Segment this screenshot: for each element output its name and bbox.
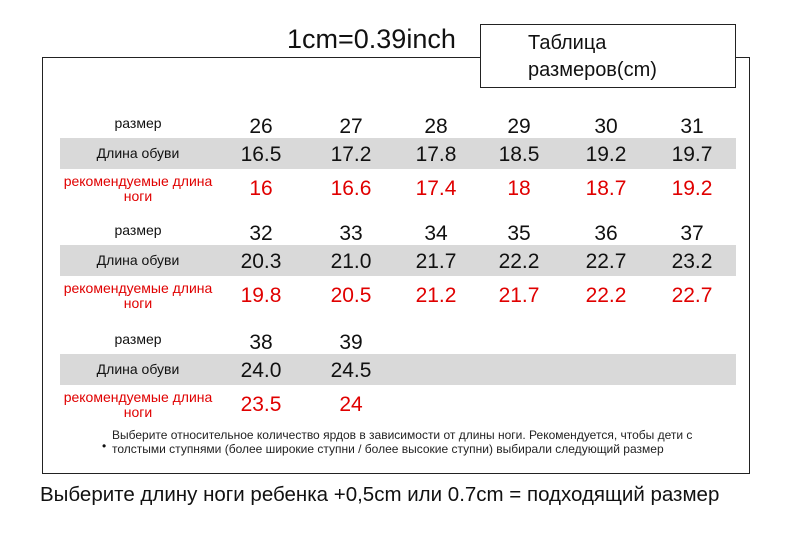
shoe-length-value: 18.5	[498, 143, 540, 166]
foot-length-label: рекомендуемые длина ноги	[63, 280, 213, 311]
table-title: Таблица размеров(cm)	[480, 24, 736, 88]
size-value: 28	[424, 115, 448, 138]
shoe-length-value: 22.7	[585, 250, 627, 273]
shoe-length-value: 24.5	[330, 359, 372, 382]
foot-length-value: 16.6	[330, 177, 372, 200]
foot-length-value: 23.5	[240, 393, 282, 416]
foot-length-value: 20.5	[330, 284, 372, 307]
size-value: 37	[680, 222, 704, 245]
shoe-length-label: Длина обуви	[96, 252, 180, 268]
size-value: 29	[507, 115, 531, 138]
shoe-length-label: Длина обуви	[96, 361, 180, 377]
size-value: 34	[424, 222, 448, 245]
shoe-length-value: 19.7	[671, 143, 713, 166]
foot-length-value: 16	[249, 177, 273, 200]
note-bullet: •	[102, 439, 107, 453]
conversion-label: 1cm=0.39inch	[287, 24, 456, 54]
foot-length-value: 19.2	[671, 177, 713, 200]
size-row-label: размер	[114, 222, 162, 238]
size-value: 27	[339, 115, 363, 138]
foot-length-value: 18	[507, 177, 531, 200]
shoe-length-value: 16.5	[240, 143, 282, 166]
shoe-length-value: 17.8	[415, 143, 457, 166]
foot-length-value: 17.4	[415, 177, 457, 200]
foot-length-value: 18.7	[585, 177, 627, 200]
foot-length-value: 19.8	[240, 284, 282, 307]
size-row-label: размер	[114, 115, 162, 131]
foot-length-value: 22.7	[671, 284, 713, 307]
shoe-length-value: 19.2	[585, 143, 627, 166]
foot-length-label: рекомендуемые длина ноги	[63, 173, 213, 204]
shoe-length-value: 22.2	[498, 250, 540, 273]
size-value: 30	[594, 115, 618, 138]
shoe-length-value: 21.7	[415, 250, 457, 273]
foot-length-value: 21.7	[498, 284, 540, 307]
shoe-length-label: Длина обуви	[96, 145, 180, 161]
size-value: 38	[249, 331, 273, 354]
shoe-length-value: 17.2	[330, 143, 372, 166]
foot-length-value: 22.2	[585, 284, 627, 307]
size-value: 26	[249, 115, 273, 138]
size-value: 32	[249, 222, 273, 245]
foot-length-label: рекомендуемые длина ноги	[63, 389, 213, 420]
size-value: 36	[594, 222, 618, 245]
shoe-length-value: 23.2	[671, 250, 713, 273]
size-note: Выберите относительное количество ярдов в зависимости от длины ноги. Рекомендуется, чтобы дети с толстыми ступнями (более широкие ступни / более высокие ступни) выбирали следующий размер	[112, 428, 693, 456]
size-row-label: размер	[114, 331, 162, 347]
size-value: 39	[339, 331, 363, 354]
shoe-length-value: 20.3	[240, 250, 282, 273]
size-value: 31	[680, 115, 704, 138]
shoe-length-value: 24.0	[240, 359, 282, 382]
footer-instruction: Выберите длину ноги ребенка +0,5cm или 0.7cm = подходящий размер	[40, 483, 720, 506]
foot-length-value: 24	[339, 393, 363, 416]
size-value: 33	[339, 222, 363, 245]
shoe-length-value: 21.0	[330, 250, 372, 273]
size-value: 35	[507, 222, 531, 245]
foot-length-value: 21.2	[415, 284, 457, 307]
